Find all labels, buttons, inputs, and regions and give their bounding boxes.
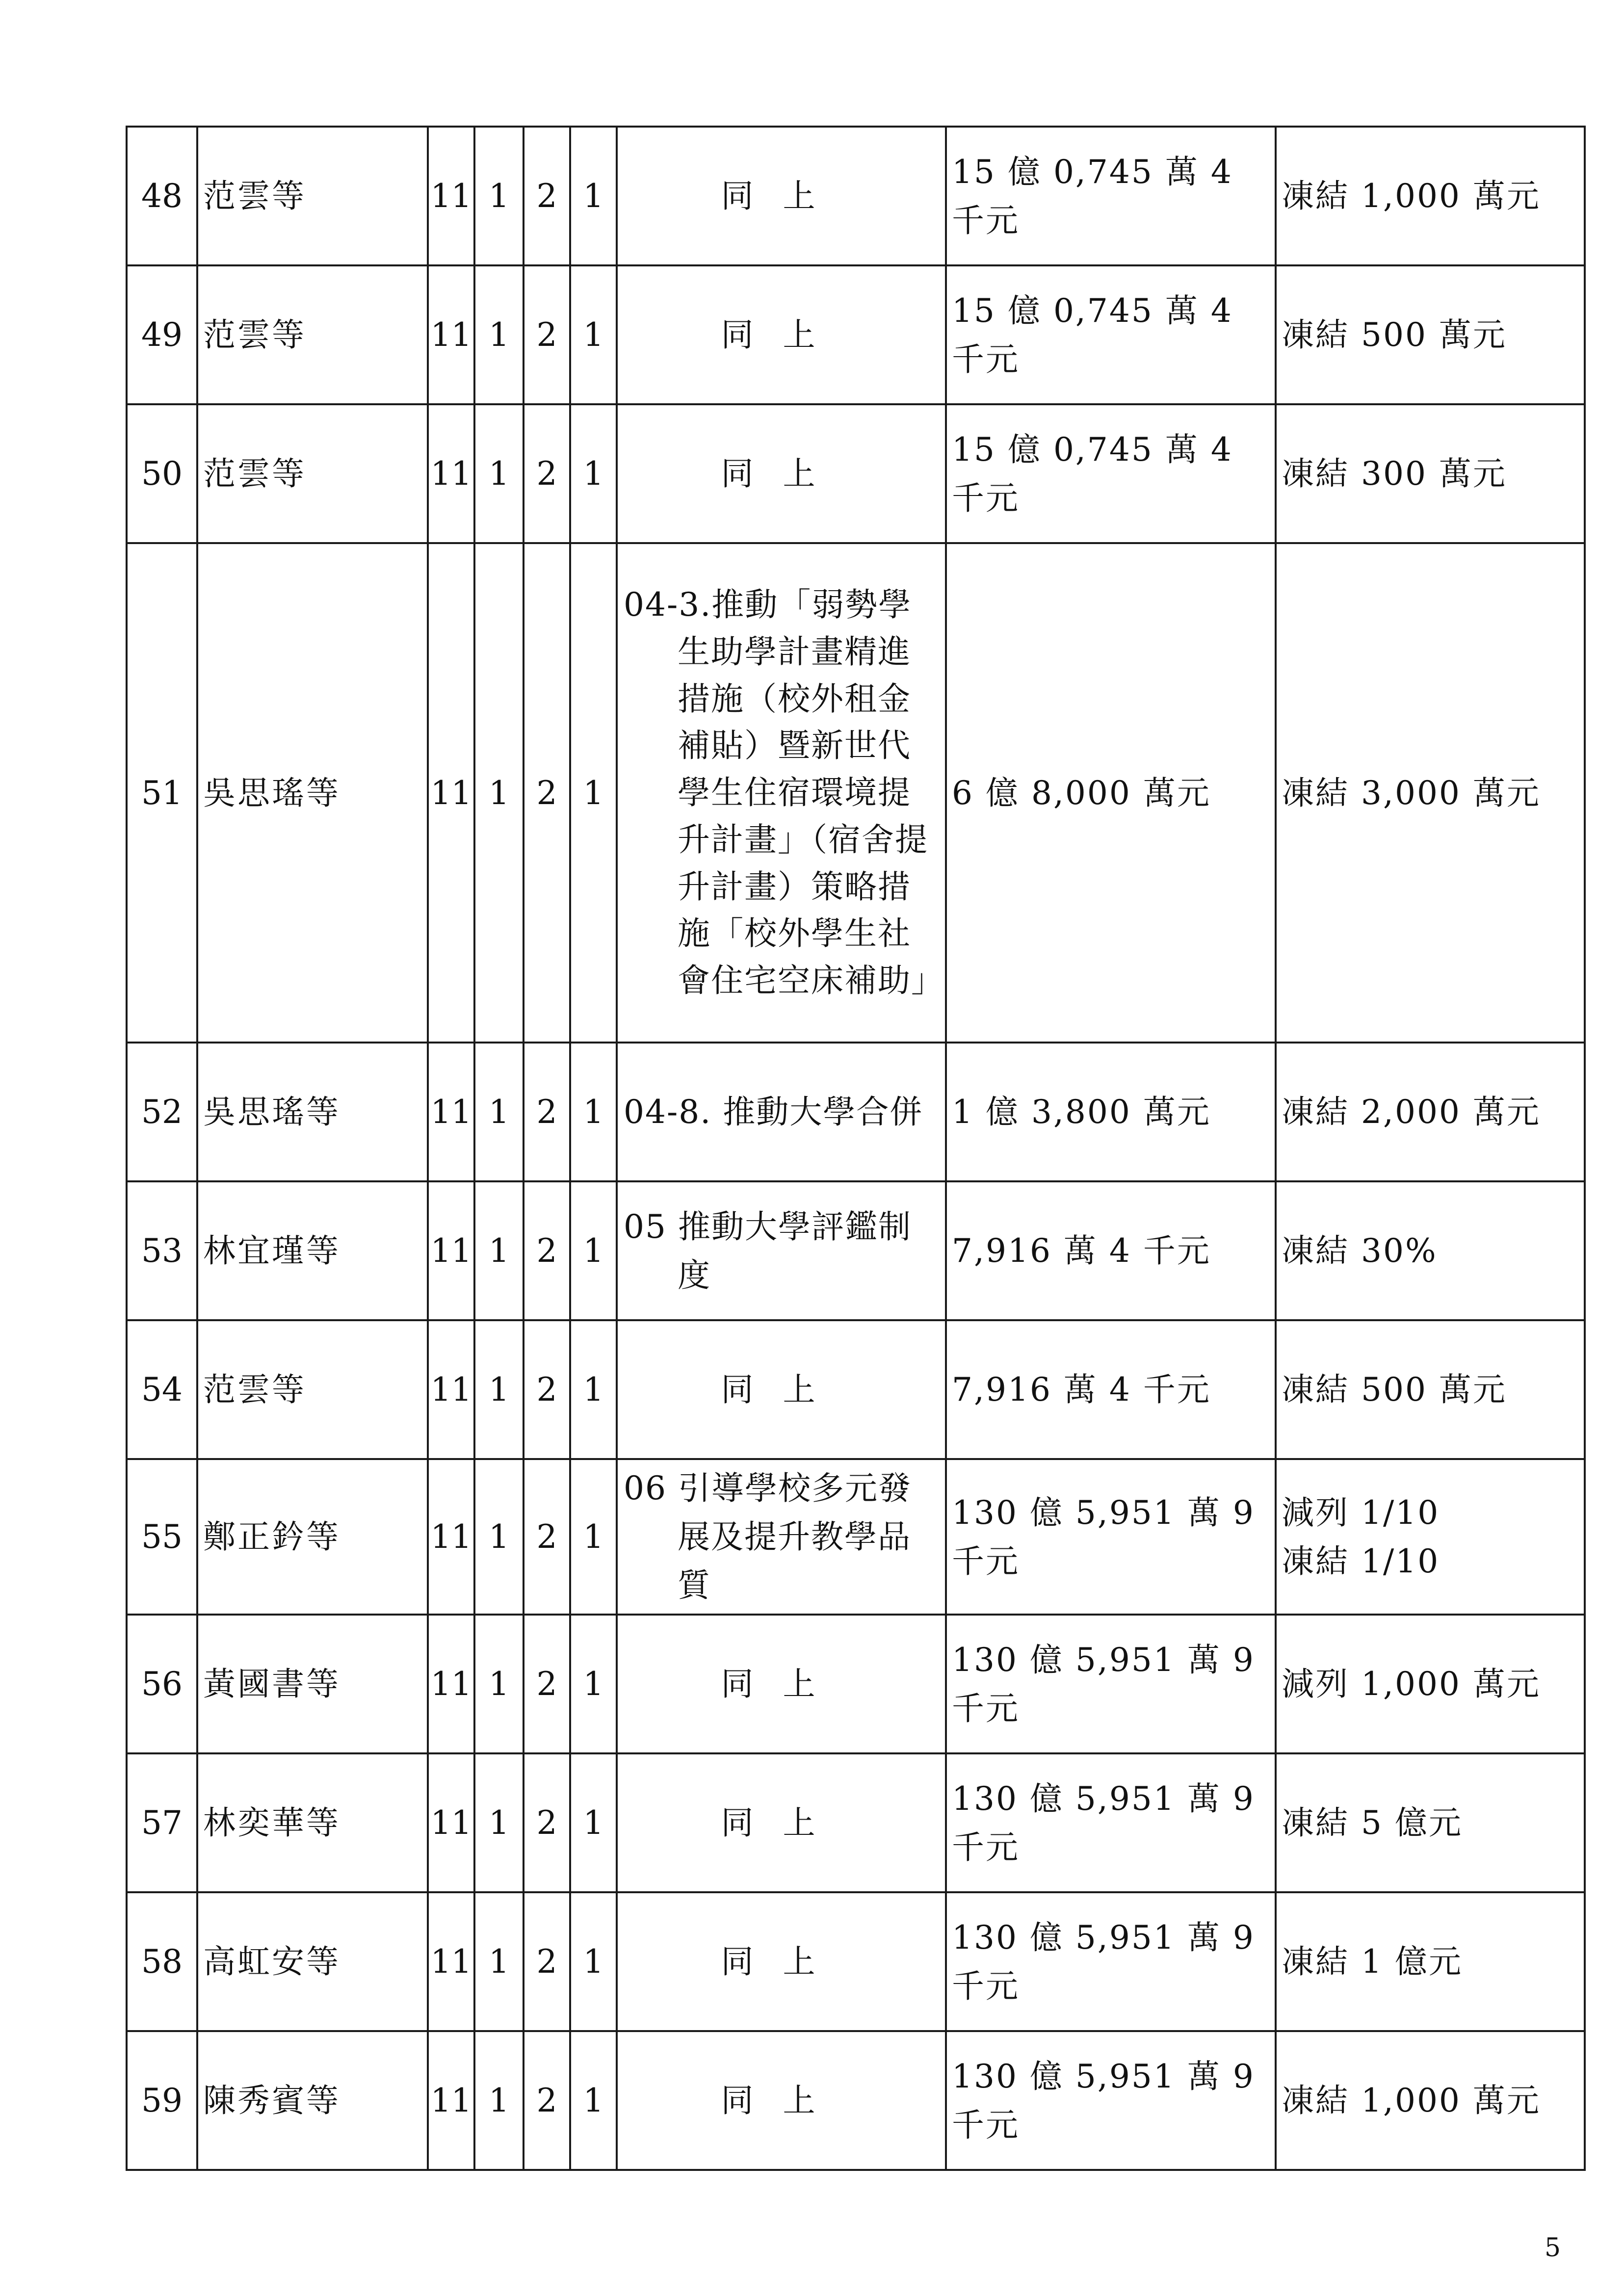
code-2: 1: [474, 265, 524, 404]
budget-item-text: 06 引導學校多元發展及提升教學品質: [624, 1469, 912, 1604]
table-row: [127, 1459, 1585, 1615]
code-2: 1: [474, 404, 524, 543]
budget-item: [617, 1181, 946, 1320]
code-4: 1: [570, 1753, 617, 1892]
budget-item-text: 04-3.推動「弱勢學生助學計畫精進措施（校外租金補貼）暨新世代學生住宿環境提升計畫」（宿舍提升計畫）策略措施「校外學生社會住宅空床補助」: [624, 586, 944, 999]
code-1: 11: [428, 1320, 474, 1459]
proposed-action: [1276, 1892, 1585, 2031]
budget-amount: 130 億 5,951 萬 9 千元: [946, 2031, 1276, 2170]
table-row: [127, 2031, 1585, 2170]
action-line: 凍結 2,000 萬元: [1282, 1093, 1541, 1131]
budget-amount: 1 億 3,800 萬元: [946, 1043, 1276, 1181]
page-number: 5: [1545, 2233, 1561, 2263]
row-number: 57: [127, 1753, 197, 1892]
action-line: 凍結 5 億元: [1282, 1804, 1463, 1842]
row-number: 56: [127, 1615, 197, 1753]
code-2: 1: [474, 127, 524, 265]
budget-item-text: 同上: [721, 455, 845, 493]
proposer-name: 高虹安等: [197, 1892, 428, 2031]
code-2: 1: [474, 1181, 524, 1320]
row-number: 55: [127, 1459, 197, 1615]
row-number: 50: [127, 404, 197, 543]
budget-amount: 130 億 5,951 萬 9 千元: [946, 1459, 1276, 1615]
proposer-name: 吳思瑤等: [197, 1043, 428, 1181]
code-4: 1: [570, 1320, 617, 1459]
proposer-name: 陳秀賓等: [197, 2031, 428, 2170]
proposer-name: 鄭正鈐等: [197, 1459, 428, 1615]
row-number: 52: [127, 1043, 197, 1181]
row-number: 54: [127, 1320, 197, 1459]
proposal-table: [126, 126, 1586, 2171]
proposed-action: [1276, 1043, 1585, 1181]
proposed-action: [1276, 543, 1585, 1043]
code-2: 1: [474, 1320, 524, 1459]
code-1: 11: [428, 1181, 474, 1320]
code-3: 2: [524, 1615, 570, 1753]
proposer-name: 范雲等: [197, 127, 428, 265]
proposed-action: [1276, 2031, 1585, 2170]
code-3: 2: [524, 2031, 570, 2170]
code-3: 2: [524, 265, 570, 404]
budget-amount: 130 億 5,951 萬 9 千元: [946, 1615, 1276, 1753]
proposer-name: 吳思瑤等: [197, 543, 428, 1043]
code-4: 1: [570, 1459, 617, 1615]
budget-item-text: 同上: [721, 1371, 845, 1409]
proposer-name: 林奕華等: [197, 1753, 428, 1892]
code-2: 1: [474, 1615, 524, 1753]
code-3: 2: [524, 1753, 570, 1892]
code-3: 2: [524, 1459, 570, 1615]
code-4: 1: [570, 2031, 617, 2170]
code-1: 11: [428, 1043, 474, 1181]
budget-item: [617, 1615, 946, 1753]
budget-amount: 7,916 萬 4 千元: [946, 1181, 1276, 1320]
table-row: [127, 1320, 1585, 1459]
proposed-action: [1276, 1459, 1585, 1615]
proposed-action: [1276, 1181, 1585, 1320]
row-number: 48: [127, 127, 197, 265]
code-1: 11: [428, 1615, 474, 1753]
budget-item: [617, 1320, 946, 1459]
proposed-action: [1276, 127, 1585, 265]
action-line: 凍結 1 億元: [1282, 1943, 1463, 1981]
proposer-name: 林宜瑾等: [197, 1181, 428, 1320]
action-line: 凍結 300 萬元: [1282, 455, 1507, 493]
table-row: [127, 543, 1585, 1043]
row-number: 49: [127, 265, 197, 404]
budget-item: [617, 543, 946, 1043]
action-line: 凍結 500 萬元: [1282, 316, 1507, 354]
budget-amount: 15 億 0,745 萬 4 千元: [946, 265, 1276, 404]
code-3: 2: [524, 1320, 570, 1459]
budget-item-text: 同上: [721, 2082, 845, 2119]
budget-item: [617, 2031, 946, 2170]
proposed-action: [1276, 1320, 1585, 1459]
table-row: [127, 265, 1585, 404]
code-4: 1: [570, 265, 617, 404]
code-4: 1: [570, 1615, 617, 1753]
code-2: 1: [474, 2031, 524, 2170]
budget-amount: 130 億 5,951 萬 9 千元: [946, 1892, 1276, 2031]
budget-item-text: 04-8. 推動大學合併: [624, 1093, 923, 1131]
code-3: 2: [524, 543, 570, 1043]
budget-item-text: 同上: [721, 1665, 845, 1703]
budget-item-text: 同上: [721, 177, 845, 215]
budget-item: [617, 1043, 946, 1181]
proposer-name: 范雲等: [197, 404, 428, 543]
code-4: 1: [570, 1892, 617, 2031]
code-2: 1: [474, 1043, 524, 1181]
code-3: 2: [524, 1181, 570, 1320]
code-1: 11: [428, 404, 474, 543]
code-1: 11: [428, 1459, 474, 1615]
budget-item-text: 同上: [721, 1943, 845, 1981]
row-number: 59: [127, 2031, 197, 2170]
code-4: 1: [570, 1043, 617, 1181]
budget-item-text: 05 推動大學評鑑制度: [624, 1207, 912, 1294]
budget-item: [617, 1459, 946, 1615]
budget-item: [617, 1753, 946, 1892]
code-4: 1: [570, 543, 617, 1043]
code-4: 1: [570, 404, 617, 543]
proposed-action: [1276, 265, 1585, 404]
code-1: 11: [428, 265, 474, 404]
budget-amount: 15 億 0,745 萬 4 千元: [946, 404, 1276, 543]
code-4: 1: [570, 127, 617, 265]
action-line: 凍結 500 萬元: [1282, 1371, 1507, 1409]
table-row: [127, 1615, 1585, 1753]
action-line: 凍結 30%: [1282, 1232, 1438, 1270]
code-2: 1: [474, 1892, 524, 2031]
table-row: [127, 404, 1585, 543]
budget-item-text: 同上: [721, 1804, 845, 1842]
proposed-action: [1276, 1753, 1585, 1892]
budget-item: [617, 127, 946, 265]
budget-item: [617, 1892, 946, 2031]
code-1: 11: [428, 1892, 474, 2031]
budget-item: [617, 265, 946, 404]
code-3: 2: [524, 127, 570, 265]
row-number: 58: [127, 1892, 197, 2031]
proposer-name: 范雲等: [197, 1320, 428, 1459]
code-3: 2: [524, 1043, 570, 1181]
budget-amount: 130 億 5,951 萬 9 千元: [946, 1753, 1276, 1892]
row-number: 51: [127, 543, 197, 1043]
proposer-name: 范雲等: [197, 265, 428, 404]
action-line: 凍結 3,000 萬元: [1282, 774, 1541, 812]
code-1: 11: [428, 1753, 474, 1892]
action-line: 減列 1,000 萬元: [1282, 1665, 1541, 1703]
action-line: 凍結 1,000 萬元: [1282, 2082, 1541, 2119]
table-row: [127, 1892, 1585, 2031]
table-row: [127, 1753, 1585, 1892]
code-1: 11: [428, 127, 474, 265]
row-number: 53: [127, 1181, 197, 1320]
budget-amount: 7,916 萬 4 千元: [946, 1320, 1276, 1459]
table-row: [127, 1043, 1585, 1181]
action-line: 凍結 1/10: [1282, 1542, 1440, 1580]
budget-item-text: 同上: [721, 316, 845, 354]
table-row: [127, 1181, 1585, 1320]
code-2: 1: [474, 543, 524, 1043]
table-row: [127, 127, 1585, 265]
code-1: 11: [428, 543, 474, 1043]
code-3: 2: [524, 1892, 570, 2031]
code-1: 11: [428, 2031, 474, 2170]
code-3: 2: [524, 404, 570, 543]
code-2: 1: [474, 1753, 524, 1892]
budget-item: [617, 404, 946, 543]
budget-amount: 15 億 0,745 萬 4 千元: [946, 127, 1276, 265]
proposer-name: 黃國書等: [197, 1615, 428, 1753]
proposed-action: [1276, 1615, 1585, 1753]
action-line: 凍結 1,000 萬元: [1282, 177, 1541, 215]
proposed-action: [1276, 404, 1585, 543]
action-line: 減列 1/10: [1282, 1493, 1440, 1532]
code-4: 1: [570, 1181, 617, 1320]
budget-amount: 6 億 8,000 萬元: [946, 543, 1276, 1043]
code-2: 1: [474, 1459, 524, 1615]
